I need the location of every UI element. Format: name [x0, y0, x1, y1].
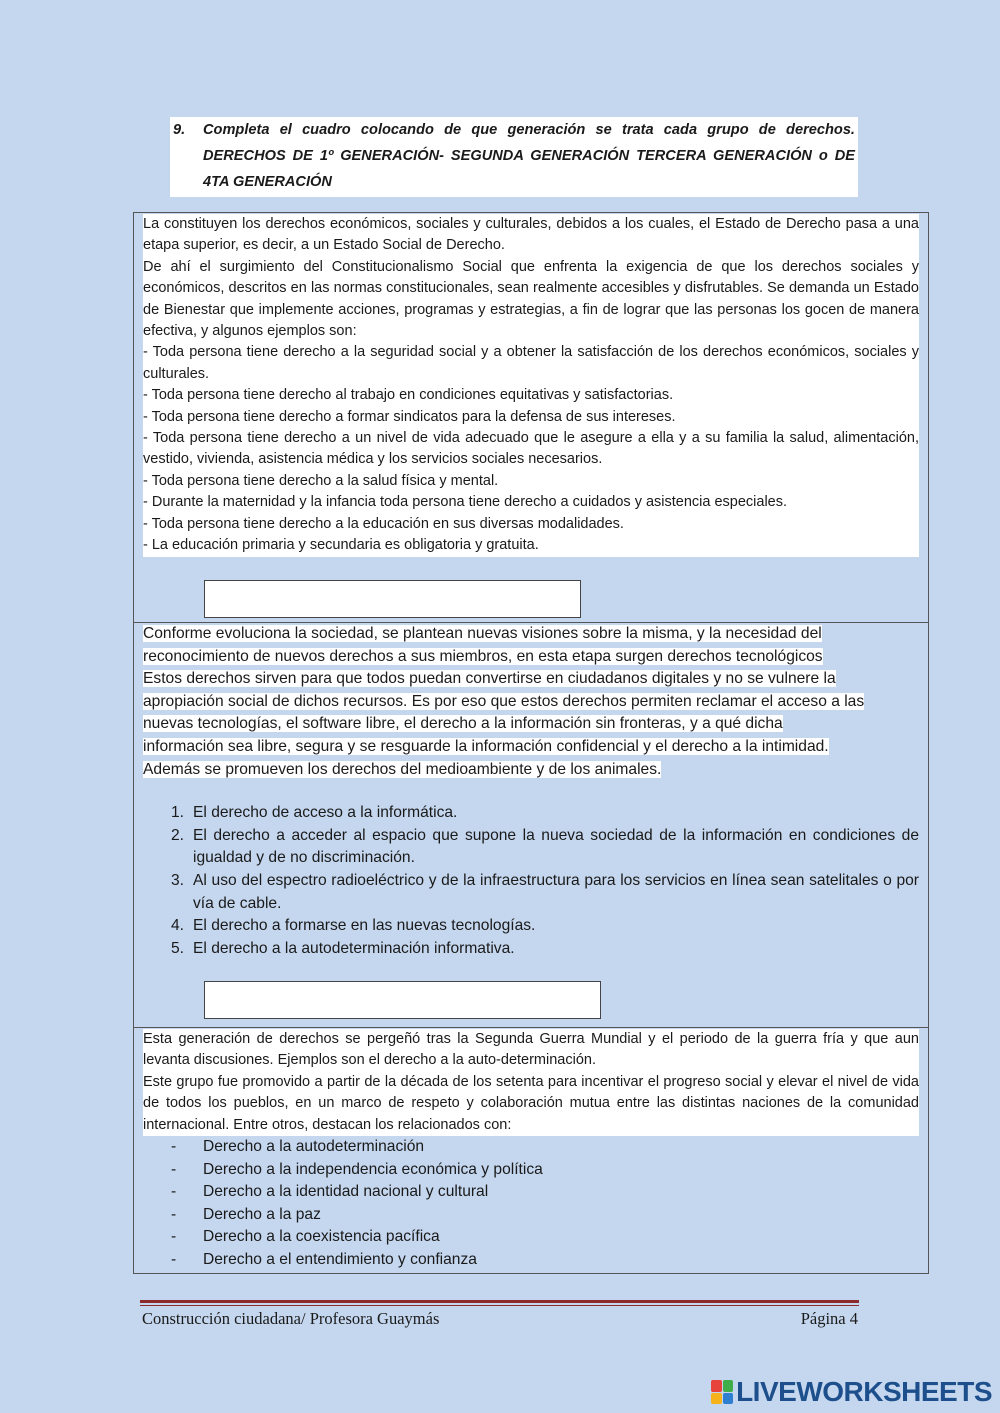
text-line: Además se promueven los derechos del medioambiente y de los animales. [143, 760, 662, 778]
third-gen-list [143, 1136, 919, 1272]
text-line: Conforme evoluciona la sociedad, se plantean nuevas visiones sobre la misma, y la necesidad del [143, 625, 822, 642]
paragraph: Este grupo fue promovido a partir de la década de los setenta para incentivar el progreso social y elevar el nivel de vida de todos los pueblos, en un marco de respeto y colaboración mutua entre las distintas naciones de la comunidad internacional. Entre otros, destacan los relacionados con: [143, 1073, 919, 1133]
list-item: - Durante la maternidad y la infancia toda persona tiene derecho a cuidados y asistencia especiales. [143, 494, 788, 511]
list-item: 2. El derecho a acceder al espacio que supone la nueva sociedad de la información en condiciones de igualdad y de no discriminación. [170, 826, 919, 867]
instruction-text: Completa el cuadro colocando de que generación se trata cada grupo de derechos. DERECHOS DE 1º GENERACIÓN- SEGUNDA GENERACIÓN TERCERA GENERACIÓN o DE 4TA GENERACIÓN [203, 122, 855, 190]
logo-text: LIVEWORKSHEETS [736, 1376, 992, 1407]
list-item: 5. El derecho a la autodeterminación informativa. [170, 939, 515, 957]
footer-divider [140, 1300, 859, 1303]
list-item: - Toda persona tiene derecho al trabajo en condiciones equitativas y satisfactorias. [143, 387, 674, 404]
text-line: reconocimiento de nuevos derechos a sus miembros, en esta etapa surgen derechos tecnológicos [143, 647, 823, 665]
cell-3-text [143, 1029, 919, 1136]
paragraph: La constituyen los derechos económicos, sociales y culturales, debidos a los cuales, el Estado de Derecho pasa a una etapa superior, es decir, a un Estado Social de Derecho. [143, 216, 919, 254]
question-number: 9. [173, 122, 186, 138]
list-item: 3. Al uso del espectro radioeléctrico y de la infraestructura para los servicios en línea sean satelitales o por vía de cable. [170, 871, 919, 912]
cell-1-text [143, 214, 919, 557]
list-item: - Derecho a la autodeterminación [171, 1138, 425, 1156]
table-cell-1 [134, 213, 928, 623]
footer-course: Construcción ciudadana/ Profesora Guaymás [142, 1309, 440, 1328]
page-footer [142, 1309, 858, 1329]
instruction-box [170, 117, 858, 197]
table-cell-2 [134, 623, 928, 1028]
list-item: - Toda persona tiene derecho a la salud física y mental. [143, 472, 499, 489]
text-line: nuevas tecnologías, el software libre, el derecho a la información sin fronteras, y a qué dicha [143, 715, 783, 733]
page-number: Página 4 [800, 1309, 858, 1328]
liveworksheets-logo [711, 1376, 992, 1408]
text-line: apropiación social de dichos recursos. Es por eso que estos derechos permiten reclamar el acceso a las [143, 692, 865, 710]
list-item: - Derecho a la independencia económica y política [171, 1160, 543, 1178]
tech-rights-list [143, 802, 919, 960]
paragraph: De ahí el surgimiento del Constitucionalismo Social que enfrenta la exigencia de que los derechos sociales y económicos, descritos en las normas constitucionales, sean realmente accesibles y disfrutables. Se demanda un Estado de Bienestar que implemente acciones, programas y estrategias, a fin de lograr que las personas los gocen de manera efectiva, y algunos ejemplos son: [143, 258, 919, 340]
list-item: - Derecho a la coexistencia pacífica [171, 1228, 440, 1246]
table-cell-3 [134, 1028, 928, 1273]
list-item: - Toda persona tiene derecho a la seguridad social y a obtener la satisfacción de los derechos económicos, sociales y culturales. [143, 344, 919, 382]
list-item: - Derecho a el entendimiento y confianza [171, 1251, 477, 1268]
list-item: - Toda persona tiene derecho a formar sindicatos para la defensa de sus intereses. [143, 408, 676, 425]
logo-square [711, 1393, 722, 1405]
logo-square [711, 1380, 722, 1392]
list-item: - Derecho a la paz [171, 1205, 321, 1223]
text-line: Estos derechos sirven para que todos puedan convertirse en ciudadanos digitales y no se vulnere la [143, 670, 836, 688]
answer-input-1[interactable] [204, 580, 581, 618]
footer-divider-thin [140, 1305, 859, 1306]
paragraph: Esta generación de derechos se pergeñó tras la Segunda Guerra Mundial y el periodo de la guerra fría y que aun levanta discusiones. Ejemplos son el derecho a la auto-determinación. [143, 1031, 919, 1069]
logo-square [723, 1393, 734, 1405]
rights-table [133, 212, 929, 1274]
logo-square [723, 1380, 734, 1392]
list-item: - Toda persona tiene derecho a la educación en sus diversas modalidades. [143, 515, 624, 532]
answer-input-2[interactable] [204, 981, 601, 1019]
list-item: 1. El derecho de acceso a la informática. [170, 804, 458, 822]
list-item: - Toda persona tiene derecho a un nivel de vida adecuado que le asegure a ella y a su familia la salud, alimentación, vestido, vivienda, asistencia médica y los servicios sociales necesarios. [143, 430, 919, 468]
list-item: - La educación primaria y secundaria es obligatoria y gratuita. [143, 537, 539, 554]
text-line: información sea libre, segura y se resguarde la información confidencial y el derecho a la intimidad. [143, 737, 829, 755]
list-item: 4. El derecho a formarse en las nuevas tecnologías. [170, 917, 536, 935]
logo-icon [711, 1380, 733, 1404]
list-item: - Derecho a la identidad nacional y cultural [171, 1183, 489, 1201]
